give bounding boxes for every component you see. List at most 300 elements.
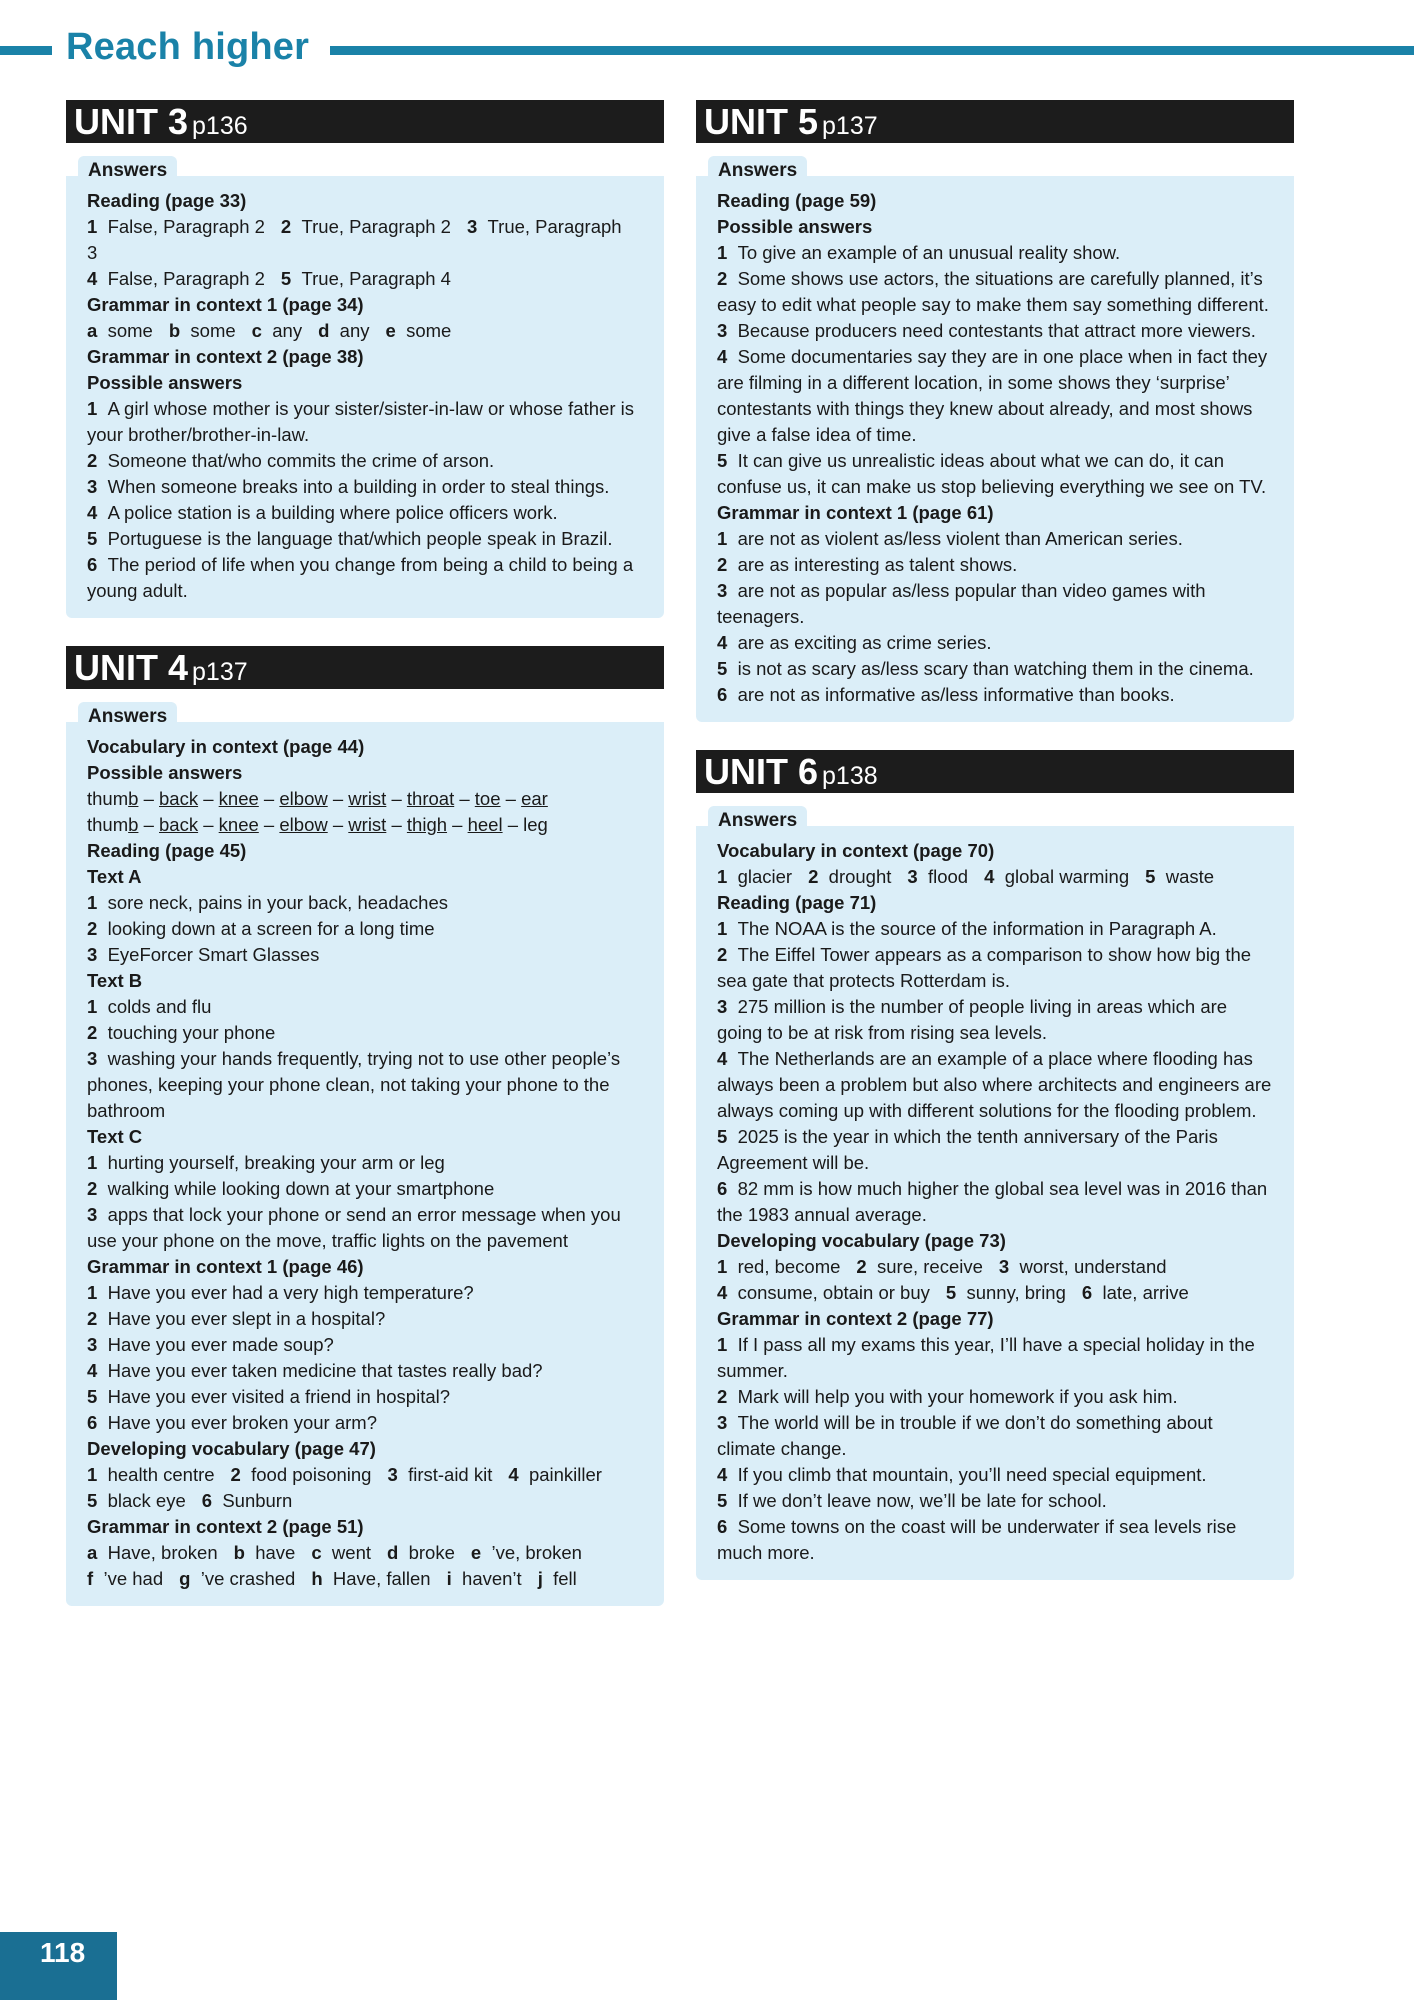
answer-text: went	[331, 1542, 371, 1563]
section-heading: Possible answers	[87, 762, 243, 783]
answer-number: 3	[87, 944, 98, 965]
answer-text: Have you ever visited a friend in hospital?	[107, 1386, 451, 1407]
answer-number: 3	[387, 1464, 398, 1485]
answer-number: 2	[280, 216, 292, 237]
answer-number: 1	[87, 398, 98, 419]
underlined-letters: back	[159, 814, 199, 835]
word-part: –	[447, 814, 468, 835]
answer-number: 6	[717, 1516, 728, 1537]
answer-number: 1	[717, 866, 728, 887]
answer-line	[87, 1020, 642, 1046]
answer-item	[999, 1256, 1167, 1277]
answer-line	[717, 1046, 1272, 1124]
answer-number: 1	[87, 1464, 98, 1485]
unit-page-ref: p138	[822, 762, 878, 790]
answer-number: 2	[717, 268, 728, 289]
page-title: Reach higher	[66, 26, 310, 68]
answer-number: 4	[87, 268, 98, 289]
unit-header	[66, 646, 664, 689]
answer-item	[87, 268, 265, 289]
answer-number: b	[233, 1542, 245, 1563]
section-heading: Vocabulary in context (page 70)	[717, 840, 995, 861]
answer-text: sore neck, pains in your back, headaches	[107, 892, 448, 913]
answer-number: 4	[87, 1360, 98, 1381]
vocabulary-chain	[87, 812, 642, 838]
answer-line	[87, 552, 642, 604]
answer-line-inline	[717, 864, 1272, 890]
answer-item	[1082, 1282, 1189, 1303]
answer-item	[471, 1542, 582, 1563]
answer-number: 4	[717, 632, 728, 653]
answer-line	[717, 994, 1272, 1046]
answer-line	[87, 1410, 642, 1436]
answer-text: washing your hands frequently, trying not to use other people’s phones, keeping your phone clean, not taking your phone to the bathroom	[87, 1048, 621, 1121]
answer-text: any	[272, 320, 303, 341]
answer-number: 2	[856, 1256, 867, 1277]
answer-line	[87, 526, 642, 552]
answer-text: True, Paragraph 4	[301, 268, 451, 289]
answer-item	[717, 1282, 930, 1303]
answer-text: ’ve, broken	[491, 1542, 582, 1563]
answer-text: walking while looking down at your smartphone	[107, 1178, 495, 1199]
answer-line	[717, 552, 1272, 578]
answer-number: 6	[717, 1178, 728, 1199]
answer-text: black eye	[107, 1490, 186, 1511]
answer-number: 6	[717, 684, 728, 705]
answer-item	[311, 1542, 371, 1563]
section-heading: Developing vocabulary (page 47)	[87, 1438, 376, 1459]
answer-text: Mark will help you with your homework if you ask him.	[737, 1386, 1178, 1407]
answer-text: health centre	[107, 1464, 215, 1485]
answer-number: e	[385, 320, 396, 341]
word-part: –	[258, 788, 280, 809]
answer-line	[87, 1280, 642, 1306]
answer-line-inline	[87, 1462, 642, 1488]
answer-line	[717, 1462, 1272, 1488]
answer-text: Have, fallen	[332, 1568, 431, 1589]
answer-text: are not as informative as/less informative than books.	[737, 684, 1175, 705]
underlined-letters: wrist	[348, 814, 387, 835]
answer-item	[234, 1542, 296, 1563]
answer-item	[387, 1464, 492, 1485]
answer-number: 4	[87, 502, 98, 523]
answer-item	[387, 1542, 455, 1563]
answer-text: drought	[828, 866, 892, 887]
unit-page-ref: p137	[192, 658, 248, 686]
answer-line	[717, 1176, 1272, 1228]
answer-number: g	[179, 1568, 191, 1589]
answer-item	[538, 1568, 577, 1589]
answer-text: Have you ever broken your arm?	[107, 1412, 377, 1433]
word-part: –	[327, 788, 349, 809]
answer-line	[717, 448, 1272, 500]
answers-tab: Answers	[78, 702, 177, 730]
answer-item	[252, 320, 302, 341]
answer-line	[717, 1332, 1272, 1384]
answer-text: any	[339, 320, 370, 341]
answer-text: consume, obtain or buy	[737, 1282, 930, 1303]
answer-number: 6	[201, 1490, 213, 1511]
section-heading: Grammar in context 1 (page 61)	[717, 502, 994, 523]
answer-number: 5	[87, 1386, 98, 1407]
unit-title: UNIT 4	[74, 647, 189, 688]
word-part: –	[386, 814, 407, 835]
answer-number: 3	[717, 580, 728, 601]
answer-number: 2	[808, 866, 819, 887]
answer-number: 2	[87, 1022, 98, 1043]
answer-number: 5	[717, 1126, 728, 1147]
answer-item	[717, 1256, 840, 1277]
answer-line	[717, 682, 1272, 708]
answer-number: 6	[87, 554, 98, 575]
vocabulary-chain	[87, 786, 642, 812]
answer-number: 5	[87, 528, 98, 549]
word-part: –	[138, 788, 160, 809]
answer-text: The period of life when you change from being a child to being a young adult.	[87, 554, 634, 601]
answer-number: 4	[717, 1048, 728, 1069]
answer-text: If you climb that mountain, you’ll need special equipment.	[737, 1464, 1207, 1485]
answer-text: is not as scary as/less scary than watching them in the cinema.	[737, 658, 1254, 679]
answer-number: a	[87, 1542, 98, 1563]
answer-text: The Eiffel Tower appears as a comparison to show how big the sea gate that protects Rotterdam is.	[717, 944, 1252, 991]
answer-item	[1145, 866, 1214, 887]
answer-line	[717, 656, 1272, 682]
answer-text: ’ve had	[103, 1568, 164, 1589]
section-heading: Reading (page 33)	[87, 190, 247, 211]
answer-number: 1	[717, 1256, 728, 1277]
answer-line	[717, 916, 1272, 942]
answer-item	[946, 1282, 1066, 1303]
answer-number: 1	[87, 216, 98, 237]
unit-header	[66, 100, 664, 143]
answer-line	[87, 1332, 642, 1358]
answer-number: 3	[466, 216, 478, 237]
answer-line	[87, 942, 642, 968]
answer-text: food poisoning	[251, 1464, 372, 1485]
answer-number: 5	[945, 1282, 957, 1303]
answer-text: Portuguese is the language that/which people speak in Brazil.	[107, 528, 613, 549]
answer-number: 5	[87, 1490, 98, 1511]
answer-text: some	[107, 320, 153, 341]
answer-text: some	[190, 320, 236, 341]
answer-line	[717, 318, 1272, 344]
unit-header	[696, 750, 1294, 793]
answer-number: 5	[1145, 866, 1156, 887]
answer-text: worst, understand	[1019, 1256, 1167, 1277]
answer-text: It can give us unrealistic ideas about what we can do, it can confuse us, it can make us stop believing everything we see on TV.	[717, 450, 1267, 497]
answer-item	[311, 1568, 430, 1589]
section-heading: Reading (page 59)	[717, 190, 877, 211]
answer-text: 82 mm is how much higher the global sea level was in 2016 than the 1983 annual average.	[717, 1178, 1268, 1225]
answer-number: 1	[717, 242, 728, 263]
word-part: –	[386, 788, 407, 809]
answer-number: 4	[717, 1464, 728, 1485]
unit-page-ref: p136	[192, 112, 248, 140]
answer-number: 3	[87, 476, 98, 497]
answer-line-inline	[87, 318, 642, 344]
answer-line	[717, 1488, 1272, 1514]
underlined-letters: thigh	[406, 814, 448, 835]
answer-text: colds and flu	[107, 996, 212, 1017]
answer-item	[202, 1490, 293, 1511]
answer-text: If we don’t leave now, we’ll be late for school.	[737, 1490, 1107, 1511]
answer-line	[717, 240, 1272, 266]
unit-page-ref: p137	[822, 112, 878, 140]
answer-number: 1	[717, 528, 728, 549]
answer-text: are not as popular as/less popular than video games with teenagers.	[717, 580, 1206, 627]
section-heading: Reading (page 71)	[717, 892, 877, 913]
section-heading: Grammar in context 2 (page 51)	[87, 1516, 364, 1537]
answer-text: If I pass all my exams this year, I’ll have a special holiday in the summer.	[717, 1334, 1255, 1381]
answer-number: 5	[717, 450, 728, 471]
answer-line	[87, 1150, 642, 1176]
word-part: thum	[87, 788, 129, 809]
answer-number: 2	[717, 554, 728, 575]
answer-text: apps that lock your phone or send an error message when you use your phone on the move, traffic lights on the pavement	[87, 1204, 621, 1251]
unit-block	[66, 646, 664, 1606]
answer-line	[87, 1202, 642, 1254]
section-heading: Grammar in context 1 (page 34)	[87, 294, 364, 315]
answer-text: The NOAA is the source of the information in Paragraph A.	[737, 918, 1217, 939]
answers-tab: Answers	[708, 156, 807, 184]
answer-text: flood	[927, 866, 969, 887]
answer-number: 3	[717, 996, 728, 1017]
answer-text: False, Paragraph 2	[107, 216, 265, 237]
answer-number: a	[87, 320, 98, 341]
answer-text: False, Paragraph 2	[107, 268, 265, 289]
answers-box	[696, 810, 1294, 1580]
answer-line-inline	[87, 1540, 642, 1566]
word-part: – leg	[502, 814, 548, 835]
answer-text: Some documentaries say they are in one place when in fact they are filming in a different location, in some shows they ‘surprise’ contestants with things they knew about already, and most shows give a false idea of time.	[717, 346, 1268, 445]
answer-line	[717, 1384, 1272, 1410]
answer-text: Have you ever slept in a hospital?	[107, 1308, 386, 1329]
answer-number: j	[537, 1568, 543, 1589]
right-column	[696, 100, 1294, 1608]
answer-number: e	[470, 1542, 482, 1563]
answer-text: are not as violent as/less violent than American series.	[737, 528, 1183, 549]
answer-number: d	[318, 320, 330, 341]
answer-line	[717, 526, 1272, 552]
answer-number: f	[87, 1568, 94, 1589]
answer-item	[231, 1464, 372, 1485]
answer-number: 3	[87, 1204, 98, 1225]
answer-line	[87, 1176, 642, 1202]
answer-number: 6	[87, 1412, 98, 1433]
unit-title: UNIT 5	[704, 101, 819, 142]
answer-text: are as exciting as crime series.	[737, 632, 992, 653]
answer-text: Some towns on the coast will be underwater if sea levels rise much more.	[717, 1516, 1237, 1563]
answer-number: 1	[87, 1152, 98, 1173]
section-heading: Possible answers	[87, 372, 243, 393]
answer-number: 1	[717, 1334, 728, 1355]
answers-box	[66, 706, 664, 1606]
answer-line	[87, 1358, 642, 1384]
answer-line	[717, 1124, 1272, 1176]
answer-text: looking down at a screen for a long time	[107, 918, 435, 939]
answer-item	[717, 866, 792, 887]
unit-header	[696, 100, 1294, 143]
answers-box	[66, 160, 664, 618]
section-heading: Grammar in context 2 (page 38)	[87, 346, 364, 367]
answer-item	[984, 866, 1129, 887]
section-heading: Grammar in context 1 (page 46)	[87, 1256, 364, 1277]
answer-line	[87, 500, 642, 526]
answer-number: 1	[87, 1282, 98, 1303]
underlined-letters: knee	[218, 788, 259, 809]
answer-line	[87, 448, 642, 474]
answer-item	[808, 866, 891, 887]
answer-text: red, become	[737, 1256, 841, 1277]
unit-block	[696, 100, 1294, 722]
answer-text: Someone that/who commits the crime of arson.	[107, 450, 495, 471]
answer-number: 3	[87, 1334, 98, 1355]
section-heading: Text C	[87, 1126, 143, 1147]
answer-text: sunny, bring	[966, 1282, 1066, 1303]
unit-block	[66, 100, 664, 618]
answer-item	[87, 1464, 215, 1485]
answer-number: 1	[87, 996, 98, 1017]
answer-line-inline	[87, 266, 642, 292]
answer-text: late, arrive	[1102, 1282, 1189, 1303]
answer-item	[318, 320, 369, 341]
header-rule-right	[330, 46, 1414, 55]
answer-number: 2	[87, 450, 98, 471]
answer-item	[179, 1568, 295, 1589]
answers-tab: Answers	[78, 156, 177, 184]
answer-line	[717, 630, 1272, 656]
answer-number: 5	[280, 268, 292, 289]
section-heading: Developing vocabulary (page 73)	[717, 1230, 1006, 1251]
answer-text: first-aid kit	[408, 1464, 493, 1485]
answer-line-inline	[717, 1254, 1272, 1280]
answer-line	[717, 1410, 1272, 1462]
answer-line-inline	[717, 1280, 1272, 1306]
answer-number: 5	[717, 658, 728, 679]
answer-text: waste	[1165, 866, 1215, 887]
answer-line	[717, 1514, 1272, 1566]
answer-line	[87, 1046, 642, 1124]
word-part: –	[258, 814, 280, 835]
answer-line	[717, 266, 1272, 318]
header-rule-left	[0, 46, 52, 55]
underlined-letters: wrist	[348, 788, 387, 809]
answer-line-inline	[87, 1566, 642, 1592]
answer-line	[87, 994, 642, 1020]
answer-text: painkiller	[528, 1464, 602, 1485]
answer-text: 2025 is the year in which the tenth anniversary of the Paris Agreement will be.	[717, 1126, 1218, 1173]
answer-text: haven’t	[462, 1568, 522, 1589]
answer-text: The world will be in trouble if we don’t do something about climate change.	[717, 1412, 1213, 1459]
underlined-letters: back	[159, 788, 199, 809]
answer-number: 6	[1081, 1282, 1093, 1303]
answer-line	[87, 474, 642, 500]
answer-item	[508, 1464, 602, 1485]
section-heading: Grammar in context 2 (page 77)	[717, 1308, 994, 1329]
answer-text: The Netherlands are an example of a place where flooding has always been a problem but also where architects and engineers are always coming up with different solutions for the flooding problem.	[717, 1048, 1272, 1121]
word-part: –	[454, 788, 475, 809]
answer-number: 1	[87, 892, 98, 913]
answer-number: 5	[717, 1490, 728, 1511]
answer-number: 3	[907, 866, 918, 887]
answers-tab: Answers	[708, 806, 807, 834]
answer-line	[87, 890, 642, 916]
underlined-letters: elbow	[279, 788, 328, 809]
answer-text: EyeForcer Smart Glasses	[107, 944, 320, 965]
answer-text: Some shows use actors, the situations are carefully planned, it’s easy to edit what people say to make them say something different.	[717, 268, 1269, 315]
page-number: 118	[0, 1932, 117, 2000]
answer-line	[87, 916, 642, 942]
answer-text: Sunburn	[222, 1490, 293, 1511]
answer-text: broke	[408, 1542, 455, 1563]
underlined-letters: throat	[406, 788, 455, 809]
word-part: thum	[87, 814, 129, 835]
answer-text: Have you ever had a very high temperature?	[107, 1282, 474, 1303]
answer-item	[281, 216, 451, 237]
answer-text: are as interesting as talent shows.	[737, 554, 1018, 575]
answer-number: 2	[87, 1308, 98, 1329]
answer-number: 3	[87, 1048, 98, 1069]
answer-text: Because producers need contestants that attract more viewers.	[737, 320, 1256, 341]
answer-number: 3	[998, 1256, 1010, 1277]
section-heading: Vocabulary in context (page 44)	[87, 736, 365, 757]
answer-text: True, Paragraph 2	[301, 216, 451, 237]
answer-text: some	[406, 320, 452, 341]
answer-text: Have, broken	[107, 1542, 218, 1563]
left-column	[66, 100, 664, 1634]
answer-number: h	[311, 1568, 323, 1589]
underlined-letters: knee	[218, 814, 259, 835]
section-heading: Reading (page 45)	[87, 840, 247, 861]
answer-number: b	[168, 320, 181, 341]
word-part: –	[198, 788, 219, 809]
answers-box	[696, 160, 1294, 722]
answer-item	[281, 268, 451, 289]
unit-title: UNIT 6	[704, 751, 819, 792]
word-part: –	[327, 814, 349, 835]
answer-text: ’ve crashed	[200, 1568, 296, 1589]
answer-number: 3	[717, 1412, 728, 1433]
answer-number: 2	[230, 1464, 241, 1485]
answer-number: 2	[87, 1178, 98, 1199]
answer-text: 275 million is the number of people living in areas which are going to be at risk from rising sea levels.	[717, 996, 1228, 1043]
answer-item	[447, 1568, 522, 1589]
answer-line	[717, 578, 1272, 630]
word-part: –	[198, 814, 219, 835]
word-part: –	[500, 788, 522, 809]
word-part: –	[138, 814, 160, 835]
answer-item	[856, 1256, 982, 1277]
answer-number: 4	[984, 866, 995, 887]
answer-number: 3	[717, 320, 728, 341]
answer-text: have	[255, 1542, 296, 1563]
answer-text: When someone breaks into a building in order to steal things.	[107, 476, 610, 497]
answer-number: 2	[87, 918, 98, 939]
answer-line	[717, 942, 1272, 994]
answer-number: 4	[717, 346, 728, 367]
section-heading: Possible answers	[717, 216, 873, 237]
answer-text: Have you ever made soup?	[107, 1334, 334, 1355]
answer-item	[87, 320, 153, 341]
answer-text: Have you ever taken medicine that tastes really bad?	[107, 1360, 543, 1381]
unit-title: UNIT 3	[74, 101, 189, 142]
answer-item	[87, 216, 265, 237]
answer-text: To give an example of an unusual reality show.	[737, 242, 1121, 263]
answer-number: 2	[717, 944, 728, 965]
underlined-letters: b	[128, 814, 139, 835]
answer-line	[87, 1384, 642, 1410]
answer-line	[87, 1306, 642, 1332]
